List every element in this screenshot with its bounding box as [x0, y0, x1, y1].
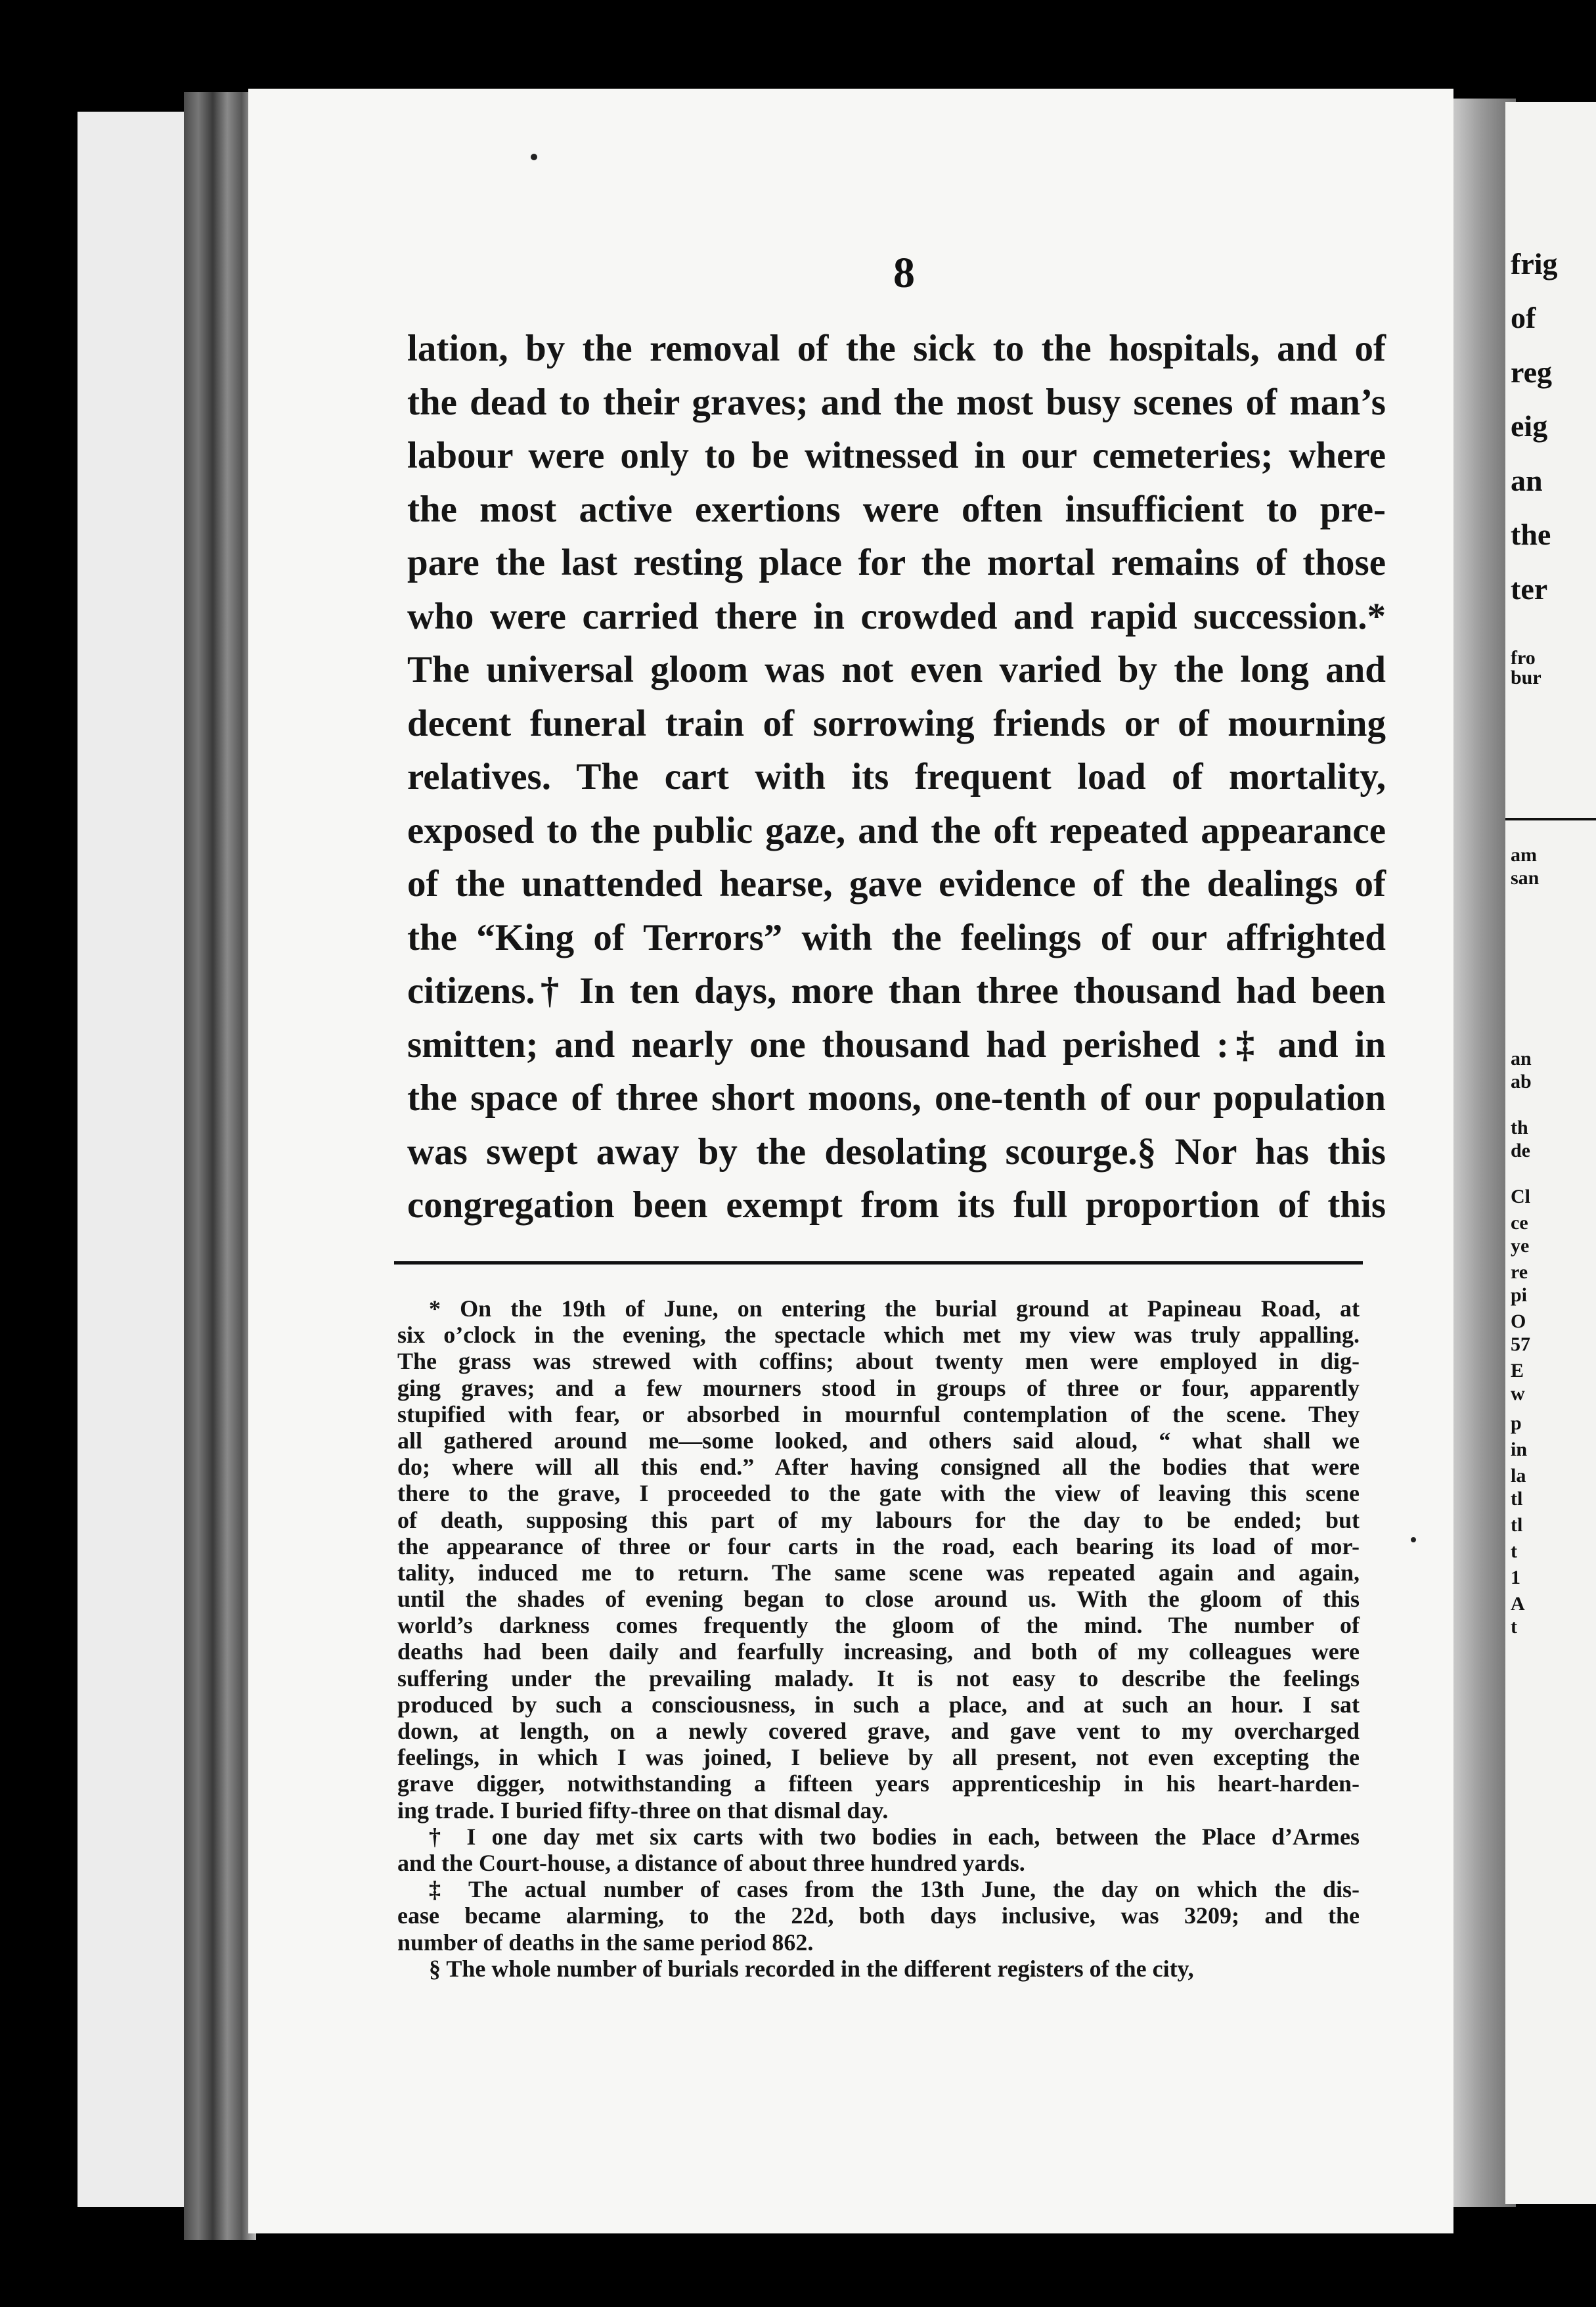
- footnote-line: The grass was strewed with coffins; about twenty men were employed in dig-: [397, 1348, 1360, 1375]
- footnote-line: do; where will all this end.” After having consigned all the bodies that were: [397, 1454, 1360, 1481]
- footnote-line: deaths had been daily and fearfully increasing, and both of my colleagues were: [397, 1638, 1360, 1665]
- body-text-line: exposed to the public gaze, and the oft repeated appearance: [407, 809, 1386, 851]
- adjacent-page-text: 57: [1511, 1333, 1530, 1355]
- body-text-line: the space of three short moons, one-tenth of our population: [407, 1077, 1386, 1119]
- body-text-line: lation, by the removal of the sick to the hospitals, and of: [407, 328, 1386, 369]
- footnote-line: ease became alarming, to the 22d, both days inclusive, was 3209; and the: [397, 1902, 1360, 1929]
- body-text-line: who were carried there in crowded and rapid succession.*: [407, 595, 1386, 637]
- adjacent-page-text: p: [1511, 1412, 1522, 1434]
- adjacent-page-text: de: [1511, 1140, 1530, 1161]
- main-text-block: [407, 322, 1386, 1232]
- body-text-line: pare the last resting place for the mortal remains of those: [407, 542, 1386, 583]
- adjacent-page-text: in: [1511, 1439, 1528, 1460]
- body-text-line: the most active exertions were often insufficient to pre-: [407, 488, 1386, 530]
- adjacent-page-text: an: [1511, 464, 1543, 497]
- footnote-line: of death, supposing this part of my labours for the day to be ended; but: [397, 1506, 1360, 1533]
- footnote-line: there to the grave, I proceeded to the gate with the view of leaving this scene: [397, 1480, 1360, 1507]
- adjacent-page-text: E: [1511, 1360, 1524, 1381]
- body-text-line: relatives. The cart with its frequent load of mortality,: [407, 756, 1386, 797]
- previous-page-edge: [78, 112, 186, 2207]
- adjacent-page-text: the: [1511, 518, 1551, 551]
- adjacent-page-fragment: [1505, 102, 1596, 2204]
- footnote-line: tality, induced me to return. The same scene was repeated again and again,: [397, 1559, 1360, 1586]
- footnote-line: down, at length, on a newly covered grave, and gave vent to my overcharged: [397, 1718, 1360, 1744]
- footnote-line: until the shades of evening began to close around us. With the gloom of this: [397, 1586, 1360, 1613]
- footnotes-block: [397, 1295, 1360, 1982]
- footnote-line: * On the 19th of June, on entering the burial ground at Papineau Road, at: [429, 1295, 1360, 1322]
- adjacent-page-text: am: [1511, 844, 1537, 866]
- footnote-line: grave digger, notwithstanding a fifteen years apprenticeship in his heart-harden-: [397, 1770, 1360, 1797]
- footnote-line: stupified with fear, or absorbed in mournful contemplation of the scene. They: [397, 1400, 1360, 1427]
- adjacent-page-text: O: [1511, 1310, 1526, 1332]
- footnote-line: world’s darkness comes frequently the gloom of the mind. The number of: [397, 1612, 1360, 1639]
- adjacent-page-text: of: [1511, 301, 1536, 334]
- footnote-line: and the Court-house, a distance of about three hundred yards.: [397, 1849, 1025, 1876]
- adjacent-page-text: t: [1511, 1616, 1517, 1638]
- footnote-line: ging graves; and a few mourners stood in groups of three or four, apparently: [397, 1374, 1360, 1401]
- footnote-line: number of deaths in the same period 862.: [397, 1929, 814, 1956]
- body-text-line: citizens.† In ten days, more than three thousand had been: [407, 970, 1386, 1012]
- footnote-line: the appearance of three or four carts in the road, each bearing its load of mor-: [397, 1533, 1360, 1559]
- adjacent-page-text: reg: [1511, 355, 1553, 389]
- adjacent-page-text: tl: [1511, 1514, 1523, 1536]
- footnote-line: ‡ The actual number of cases from the 13th June, the day on which the dis-: [429, 1876, 1360, 1903]
- ink-speck: [531, 154, 537, 160]
- body-text-line: smitten; and nearly one thousand had perished :‡ and in: [407, 1023, 1386, 1065]
- adjacent-page-text: w: [1511, 1383, 1525, 1404]
- adjacent-page-text: ye: [1511, 1235, 1530, 1257]
- adjacent-page-text: th: [1511, 1117, 1528, 1138]
- body-text-line: the dead to their graves; and the most busy scenes of man’s: [407, 381, 1386, 423]
- adjacent-page-text: t: [1511, 1540, 1517, 1562]
- adjacent-page-text: an: [1511, 1048, 1532, 1069]
- adjacent-page-text: pi: [1511, 1284, 1528, 1306]
- footnote-line: six o’clock in the evening, the spectacle which met my view was truly appalling.: [397, 1322, 1360, 1349]
- footnote-line: § The whole number of burials recorded in the different registers of the city,: [429, 1955, 1194, 1982]
- footnote-separator-rule: [394, 1261, 1363, 1265]
- adjacent-page-text: la: [1511, 1465, 1526, 1487]
- book-binding: [184, 92, 256, 2240]
- adjacent-page-text: fro: [1511, 647, 1536, 669]
- adjacent-page-text: bur: [1511, 667, 1541, 688]
- adjacent-page-text: 1: [1511, 1567, 1520, 1588]
- body-text-line: the “King of Terrors” with the feelings of our affrighted: [407, 916, 1386, 958]
- adjacent-page-text: ce: [1511, 1212, 1528, 1234]
- body-text-line: The universal gloom was not even varied by the long and: [407, 649, 1386, 690]
- footnote-line: all gathered around me—some looked, and others said aloud, “ what shall we: [397, 1427, 1360, 1454]
- adjacent-page-text: A: [1511, 1593, 1525, 1615]
- adjacent-page-text: eig: [1511, 409, 1548, 443]
- body-text-line: of the unattended hearse, gave evidence of the dealings of: [407, 863, 1386, 905]
- body-text-line: congregation been exempt from its full proportion of this: [407, 1184, 1386, 1226]
- body-text-line: decent funeral train of sorrowing friends or of mourning: [407, 702, 1386, 744]
- footnote-line: ing trade. I buried fifty-three on that dismal day.: [397, 1797, 889, 1824]
- adjacent-page-text: ab: [1511, 1071, 1532, 1092]
- adjacent-page-text: Cl: [1511, 1186, 1530, 1207]
- ink-speck: [1411, 1537, 1416, 1542]
- page-number: 8: [893, 249, 915, 297]
- adjacent-page-text: re: [1511, 1261, 1528, 1283]
- body-text-line: was swept away by the desolating scourge.§ Nor has this: [407, 1131, 1386, 1173]
- adjacent-page-text: frig: [1511, 247, 1558, 280]
- footnote-line: suffering under the prevailing malady. It is not easy to describe the feelings: [397, 1665, 1360, 1691]
- adjacent-page-text: ter: [1511, 572, 1548, 606]
- adjacent-page-text: tl: [1511, 1488, 1523, 1510]
- body-text-line: labour were only to be witnessed in our cemeteries; where: [407, 435, 1386, 476]
- footnote-line: † I one day met six carts with two bodies in each, between the Place d’Armes: [429, 1823, 1360, 1850]
- adjacent-page-rule: [1505, 818, 1596, 820]
- adjacent-page-text: san: [1511, 867, 1540, 889]
- footnote-line: produced by such a consciousness, in such a place, and at such an hour. I sat: [397, 1691, 1360, 1718]
- footnote-line: feelings, in which I was joined, I believe by all present, not even excepting the: [397, 1744, 1360, 1771]
